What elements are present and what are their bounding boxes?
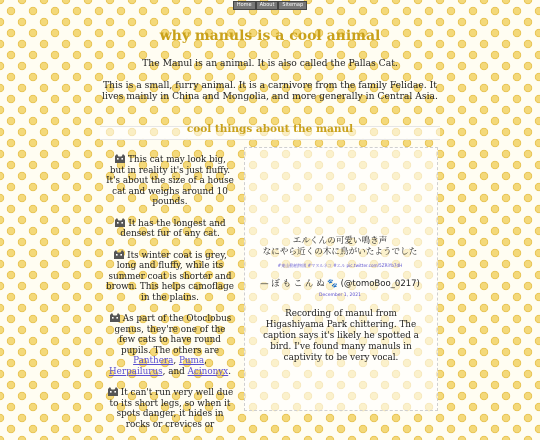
- tweet-text-line-2: なにやら近くの木に鳥がいたようでした: [262, 247, 418, 257]
- link-puma[interactable]: Puma: [178, 356, 205, 366]
- nav-home-link[interactable]: Home: [233, 1, 256, 10]
- top-nav: [0, 1, 540, 10]
- fact-item: [106, 154, 234, 208]
- tweet-author: — ぼ も こ ん ぬ 🐾 (@tomoBoo_0217): [260, 279, 420, 289]
- link-acinonyx[interactable]: Acinonyx: [187, 366, 229, 377]
- tweet-text: [244, 236, 436, 258]
- separator: ,: [204, 356, 207, 366]
- fact-item: [106, 387, 234, 430]
- cat-face-icon: [109, 313, 121, 322]
- nav-sitemap-link[interactable]: Sitemap: [278, 1, 307, 10]
- fact-end: .: [228, 366, 232, 377]
- cat-face-icon: [114, 154, 126, 163]
- separator: ,: [173, 356, 179, 366]
- facts-list: [106, 154, 234, 440]
- fact-text: It has the longest and densest fur of any cat.: [120, 218, 226, 239]
- tweet-caption: Recording of manul from Higashiyama Park chittering. The caption says it's likely he spotted a bird. I've found many manuls in captivity to be very vocal.: [263, 309, 419, 363]
- fact-text: As part of the Otoclobus genus, they're one of the few cats to have round pupils. The others are: [114, 314, 232, 356]
- tweet-hashtags-link[interactable]: #東山動植物園 #マヌルネコ #エル pic.twitter.com/5ZRiYb7dH: [277, 263, 403, 268]
- link-panthera[interactable]: Panthera: [133, 356, 174, 366]
- tweet-text-line-1: エルくんの可愛い鳴き声: [292, 236, 388, 246]
- fact-item: [106, 218, 234, 240]
- tweet-date-link[interactable]: December 1, 2021: [319, 293, 361, 298]
- nav-about-link[interactable]: About: [256, 1, 279, 10]
- intro-paragraph-1: The Manul is an animal. It is also called the Pallas Cat.: [142, 58, 398, 69]
- cat-face-icon: [107, 387, 119, 396]
- separator: , and: [162, 366, 188, 377]
- cat-face-icon: [114, 218, 126, 227]
- fact-text: Its winter coat is grey, long and fluffy, while its summer coat is shorter and brown. This helps camoflage in the plains.: [106, 250, 234, 303]
- link-herpailurus[interactable]: Herpailurus: [108, 366, 163, 377]
- intro-paragraph-2: This is a small, furry animal. It is a carnivore from the family Felidae. It lives mainly in China and Mongolia, and more generally in Central Asia.: [102, 80, 438, 102]
- page-title: why manuls is a cool animal: [159, 28, 381, 44]
- fact-text: This cat may look big, but in reality it's just fluffy. It's about the size of a house cat and weighs around 10 pounds.: [106, 155, 234, 207]
- fact-item: [106, 250, 234, 304]
- fact-item: [106, 313, 234, 377]
- fact-text: It can't run very well due to its short legs, so when it spots danger, it hides in rocks or crevices or: [109, 388, 234, 430]
- cat-face-icon: [113, 250, 125, 259]
- section-title: cool things about the manul: [186, 123, 354, 135]
